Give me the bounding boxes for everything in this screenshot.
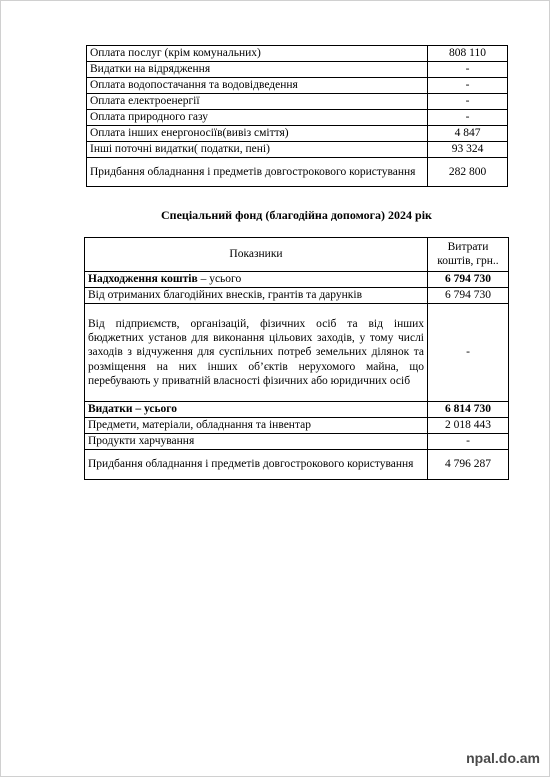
table-row <box>85 402 509 418</box>
row-value: - <box>428 110 508 126</box>
table-row <box>87 94 508 110</box>
row-value: - <box>428 78 508 94</box>
row-label: Оплата електроенергії <box>87 94 428 110</box>
table-row <box>85 450 509 480</box>
row-value: 2 018 443 <box>428 418 509 434</box>
table-row <box>85 272 509 288</box>
table-row <box>87 62 508 78</box>
table-row <box>87 46 508 62</box>
row-label: Придбання обладнання і предметів довгострокового користування <box>85 450 428 480</box>
row-label: Оплата послуг (крім комунальних) <box>87 46 428 62</box>
header-expenses: Витрати коштів, грн.. <box>428 238 509 272</box>
row-label: Інші поточні видатки( податки, пені) <box>87 142 428 158</box>
row-label: Видатки на відрядження <box>87 62 428 78</box>
table-row <box>85 288 509 304</box>
row-value: - <box>428 62 508 78</box>
row-label: Продукти харчування <box>85 434 428 450</box>
row-value: - <box>428 304 509 402</box>
row-value: 808 110 <box>428 46 508 62</box>
row-value: 93 324 <box>428 142 508 158</box>
row-value: 6 794 730 <box>428 272 509 288</box>
section-title: Спеціальний фонд (благодійна допомога) 2024 рік <box>161 208 432 222</box>
row-value: - <box>428 94 508 110</box>
row-label: Оплата водопостачання та водовідведення <box>87 78 428 94</box>
row-label: Оплата природного газу <box>87 110 428 126</box>
table-row <box>87 158 508 187</box>
row-value: 6 814 730 <box>428 402 509 418</box>
header-indicators: Показники <box>85 238 428 272</box>
table-row <box>87 126 508 142</box>
expenses-table-general <box>86 45 508 187</box>
row-value: 4 847 <box>428 126 508 142</box>
table-row <box>85 434 509 450</box>
row-label-rest: – усього <box>197 273 242 286</box>
row-label: Оплата інших енергоносіїв(вивіз сміття) <box>87 126 428 142</box>
row-value: - <box>428 434 509 450</box>
row-value: 282 800 <box>428 158 508 187</box>
row-label <box>85 272 428 288</box>
row-label: Видатки – усього <box>85 402 428 418</box>
row-label: Предмети, матеріали, обладнання та інвентар <box>85 418 428 434</box>
table-row <box>87 78 508 94</box>
table-row <box>85 418 509 434</box>
row-label: Придбання обладнання і предметів довгострокового користування <box>87 158 428 187</box>
row-value: 6 794 730 <box>428 288 509 304</box>
table-row <box>87 142 508 158</box>
row-label: Від отриманих благодійних внесків, грантів та дарунків <box>85 288 428 304</box>
row-label: Від підприємств, організацій, фізичних осіб та від інших бюджетних установ для виконання цільових заходів, у тому числі заходів з відчуження для суспільних потреб земельних ділянок та розміщення на них інших об’єктів нерухомого майна, що перебувають у приватній власності фізичних або юридичних осіб <box>85 304 428 402</box>
expenses-table-special-fund <box>84 237 509 480</box>
row-value: 4 796 287 <box>428 450 509 480</box>
table-header-row <box>85 238 509 272</box>
table-row <box>87 110 508 126</box>
table-row <box>85 304 509 402</box>
site-watermark: npal.do.am <box>466 750 540 766</box>
row-label-bold: Надходження коштів <box>88 273 198 286</box>
